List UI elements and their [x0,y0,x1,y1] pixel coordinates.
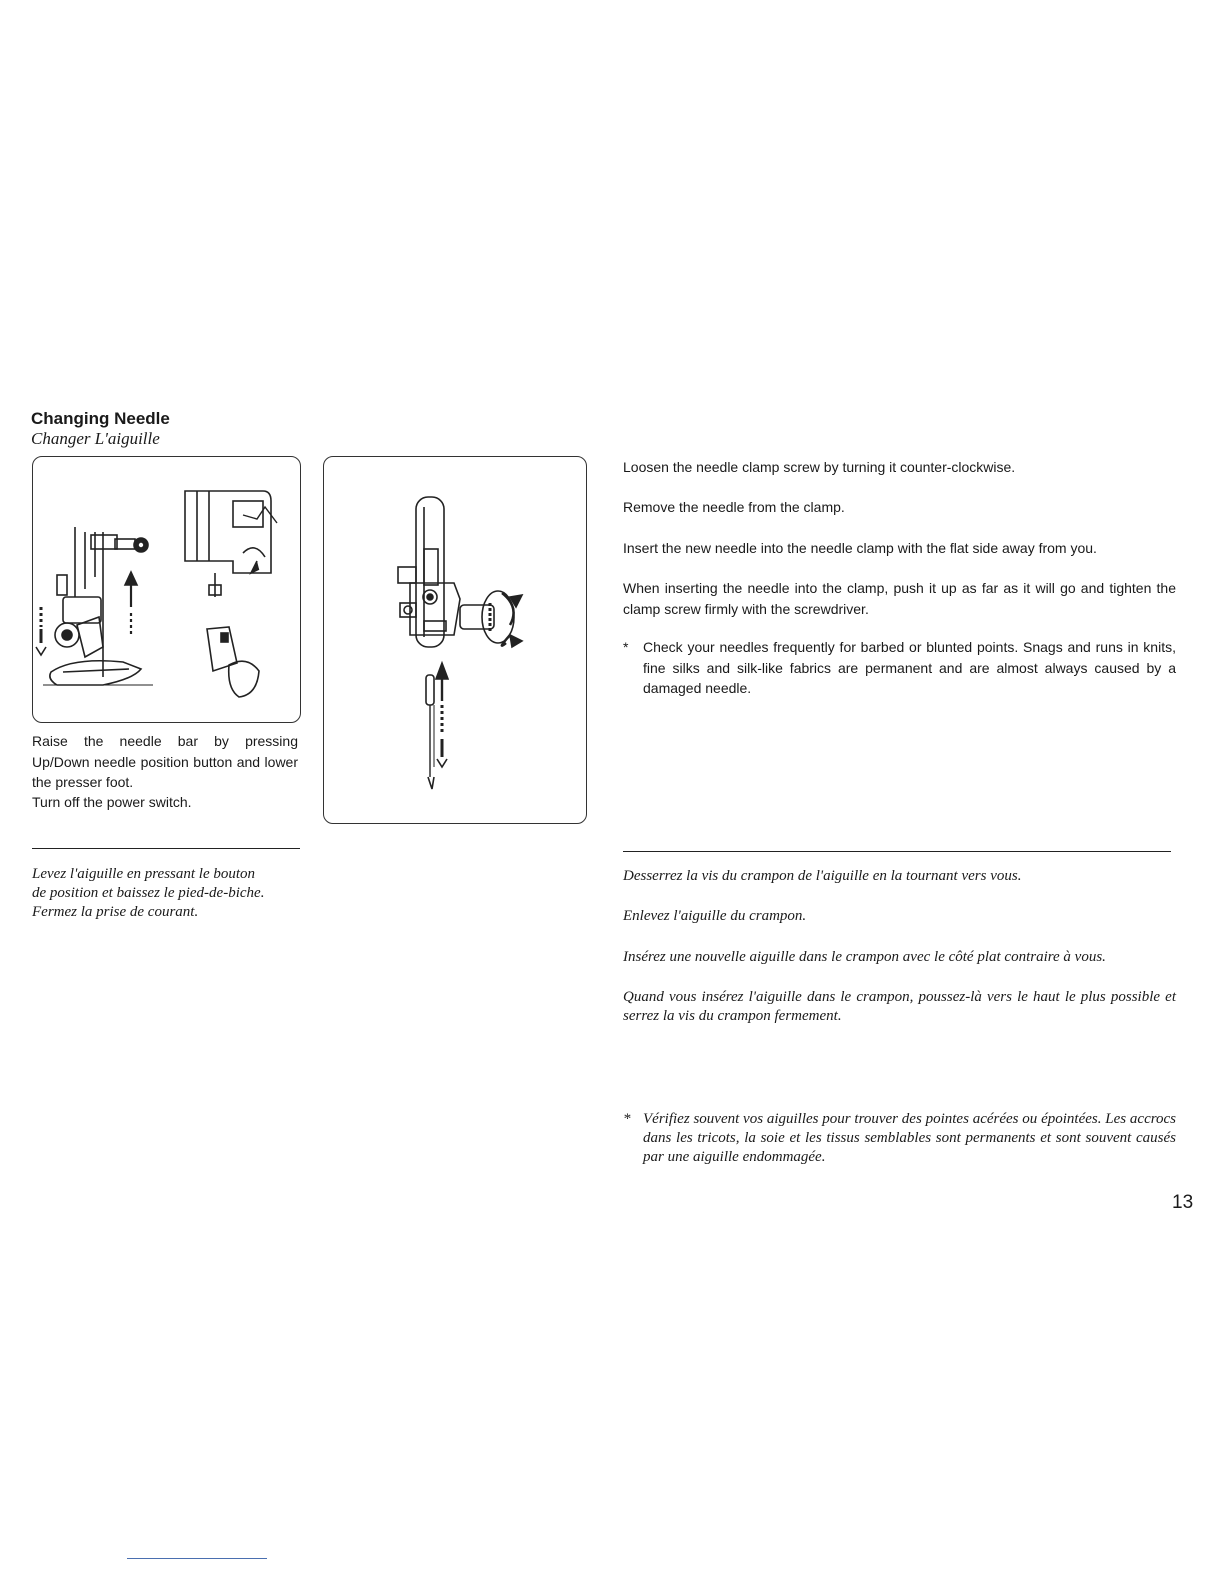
step-3-french: Insérez une nouvelle aiguille dans le crampon avec le côté plat contraire à vous. [623,949,1106,965]
step-2-french: Enlevez l'aiguille du crampon. [623,908,807,924]
note-text: Check your needles frequently for barbed or blunted points. Snags and runs in knits, fine silks and silk-like fabrics are permanent and are almost always caused by a damaged needle. [643,639,1176,696]
note-text-french: Vérifiez souvent vos aiguilles pour trouver des pointes acérées ou épointées. Les accrocs dans les tricots, la soie et les tissus semblables sont permanents et sont souvent causés par une aiguille endommagée. [643,1110,1176,1165]
raise-needle-instruction-french [32,865,307,922]
footer-line [127,1558,267,1559]
left-divider [32,848,300,849]
note-asterisk: * [623,639,629,655]
step-4: When inserting the needle into the clamp, push it up as far as it will go and tighten the clamp screw firmly with the screwdriver. [623,580,1176,617]
raise-needle-illustration [33,457,300,722]
step-1: Loosen the needle clamp screw by turning it counter-clockwise. [623,459,1016,475]
right-divider [623,851,1171,852]
needle-check-note-french [623,1110,1176,1167]
needle-clamp-figure [323,456,587,824]
power-switch-instruction: Turn off the power switch. [32,794,192,810]
french-line: Levez l'aiguille en pressant le bouton [32,866,256,882]
needle-clamp-illustration [324,457,586,823]
raise-needle-figure [32,456,301,723]
raise-needle-instruction: Raise the needle bar by pressing Up/Down needle position button and lower the presser foot. [32,733,298,790]
page-number: 13 [1172,1192,1194,1213]
section-title: Changing Needle [31,409,170,428]
step-1-french: Desserrez la vis du crampon de l'aiguille en la tournant vers vous. [623,868,1022,884]
section-title-french: Changer L'aiguille [31,429,160,448]
french-line: Fermez la prise de courant. [32,904,199,920]
step-4-french: Quand vous insérez l'aiguille dans le crampon, poussez-là vers le haut le plus possible et serrez la vis du crampon fermement. [623,989,1176,1024]
french-line: de position et baissez le pied-de-biche. [32,885,265,901]
note-asterisk: * [623,1110,631,1127]
needle-check-note [623,637,1176,699]
step-3: Insert the new needle into the needle clamp with the flat side away from you. [623,540,1097,556]
step-2: Remove the needle from the clamp. [623,499,845,515]
